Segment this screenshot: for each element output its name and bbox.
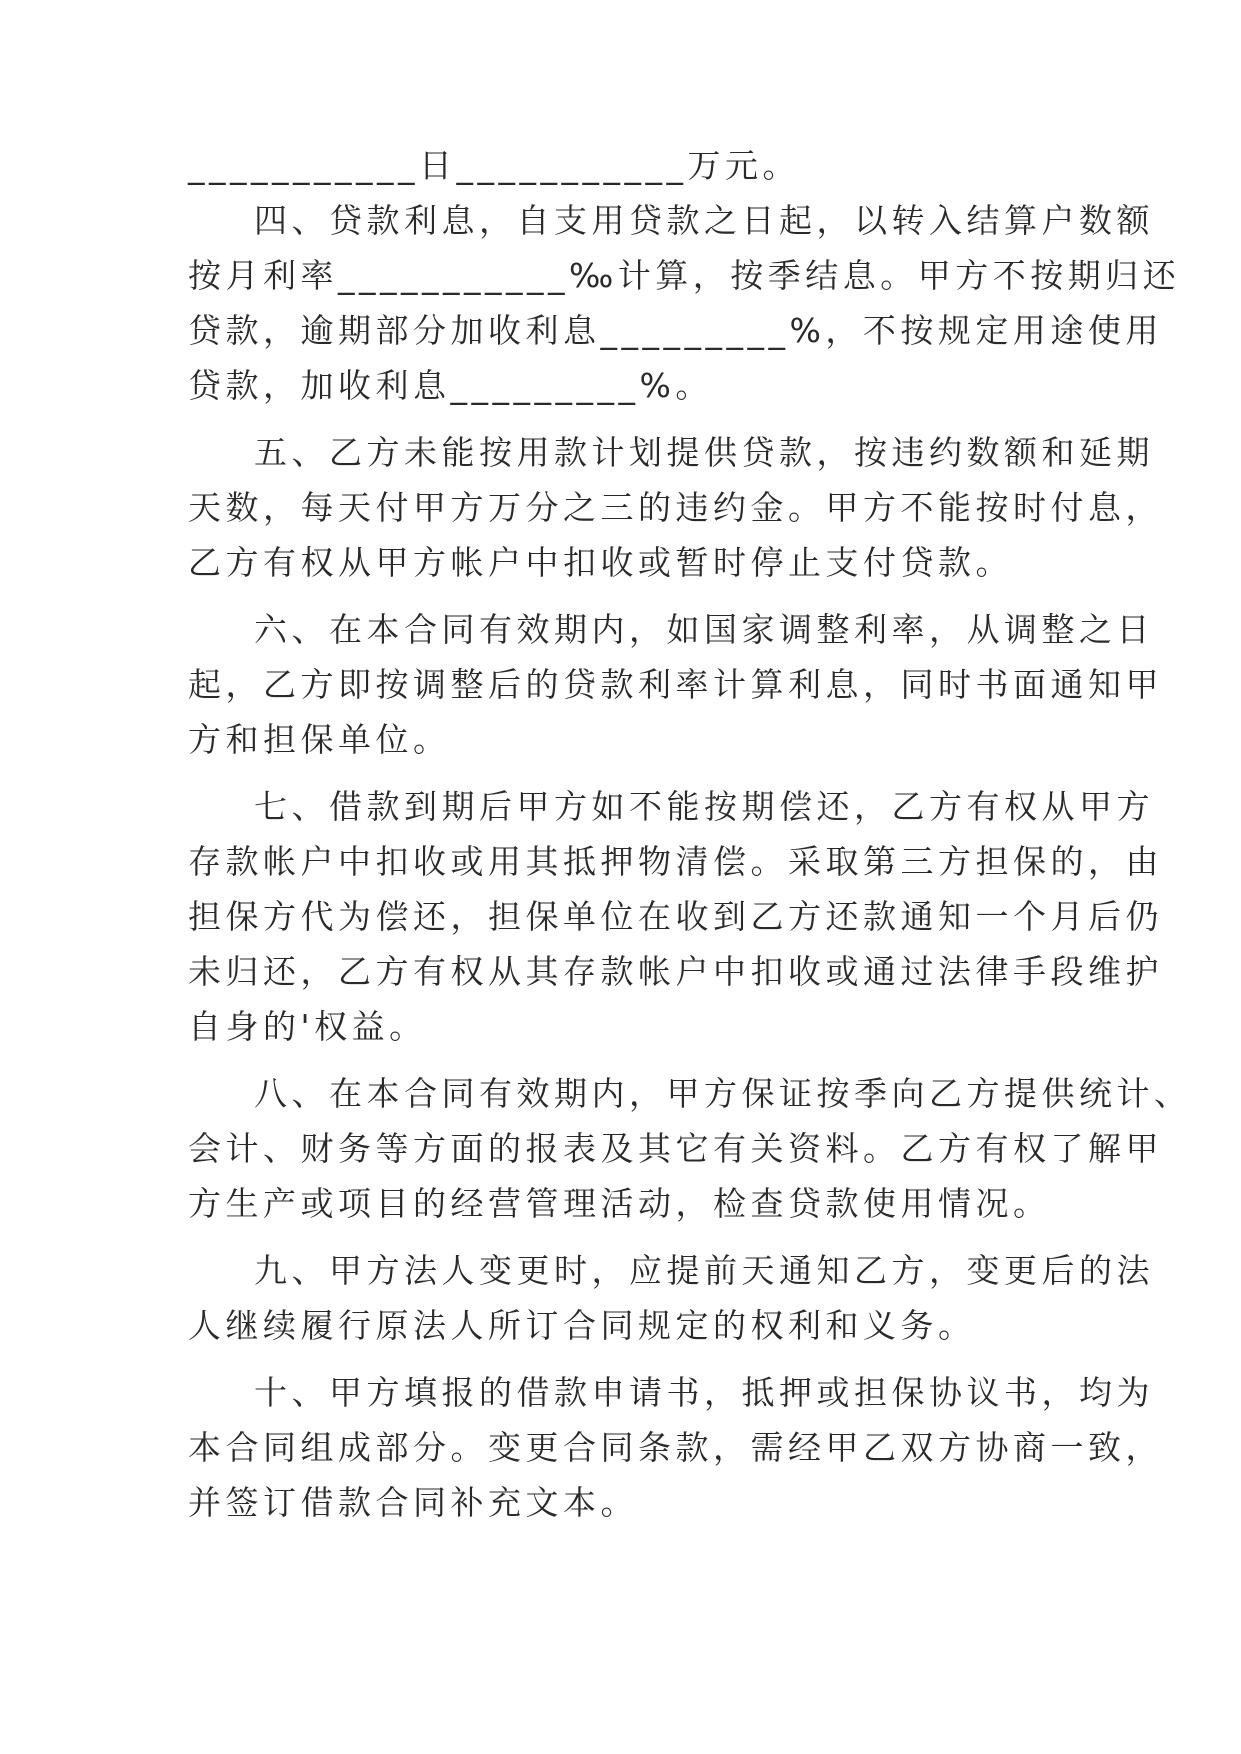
text-line: 贷款，加收利息_________%。 <box>188 366 713 405</box>
text-line: 方生产或项目的经营管理活动，检查贷款使用情况。 <box>188 1184 1051 1223</box>
text-line: 本合同组成部分。变更合同条款，需经甲乙双方协商一致， <box>188 1428 1163 1467</box>
text-line: 六、在本合同有效期内，如国家调整利率，从调整之日 <box>254 610 1154 649</box>
text-line: 人继续履行原法人所订合同规定的权利和义务。 <box>188 1306 976 1345</box>
text-line: 按月利率___________‰计算，按季结息。甲方不按期归还 <box>188 256 1181 295</box>
text-line: 会计、财务等方面的报表及其它有关资料。乙方有权了解甲 <box>188 1129 1163 1168</box>
text-line: 起，乙方即按调整后的贷款利率计算利息，同时书面通知甲 <box>188 665 1163 704</box>
text-line: ___________日___________万元。 <box>188 146 800 185</box>
text-line: 担保方代为偿还，担保单位在收到乙方还款通知一个月后仍 <box>188 897 1163 936</box>
text-line: 自身的'权益。 <box>188 1007 427 1046</box>
text-line: 贷款，逾期部分加收利息_________%，不按规定用途使用 <box>188 311 1163 350</box>
text-line: 八、在本合同有效期内，甲方保证按季向乙方提供统计、 <box>254 1074 1192 1113</box>
text-line: 十、甲方填报的借款申请书，抵押或担保协议书，均为 <box>254 1373 1154 1412</box>
text-line: 并签订借款合同补充文本。 <box>188 1483 638 1522</box>
text-line: 七、借款到期后甲方如不能按期偿还，乙方有权从甲方 <box>254 787 1154 826</box>
text-line: 存款帐户中扣收或用其抵押物清偿。采取第三方担保的，由 <box>188 842 1163 881</box>
text-line: 四、贷款利息，自支用贷款之日起，以转入结算户数额 <box>254 201 1154 240</box>
text-line: 天数，每天付甲方万分之三的违约金。甲方不能按时付息， <box>188 488 1163 527</box>
text-line: 方和担保单位。 <box>188 720 451 759</box>
text-line: 未归还，乙方有权从其存款帐户中扣收或通过法律手段维护 <box>188 952 1163 991</box>
text-line: 乙方有权从甲方帐户中扣收或暂时停止支付贷款。 <box>188 543 1013 582</box>
text-line: 九、甲方法人变更时，应提前天通知乙方，变更后的法 <box>254 1251 1154 1290</box>
text-line: 五、乙方未能按用款计划提供贷款，按违约数额和延期 <box>254 433 1154 472</box>
